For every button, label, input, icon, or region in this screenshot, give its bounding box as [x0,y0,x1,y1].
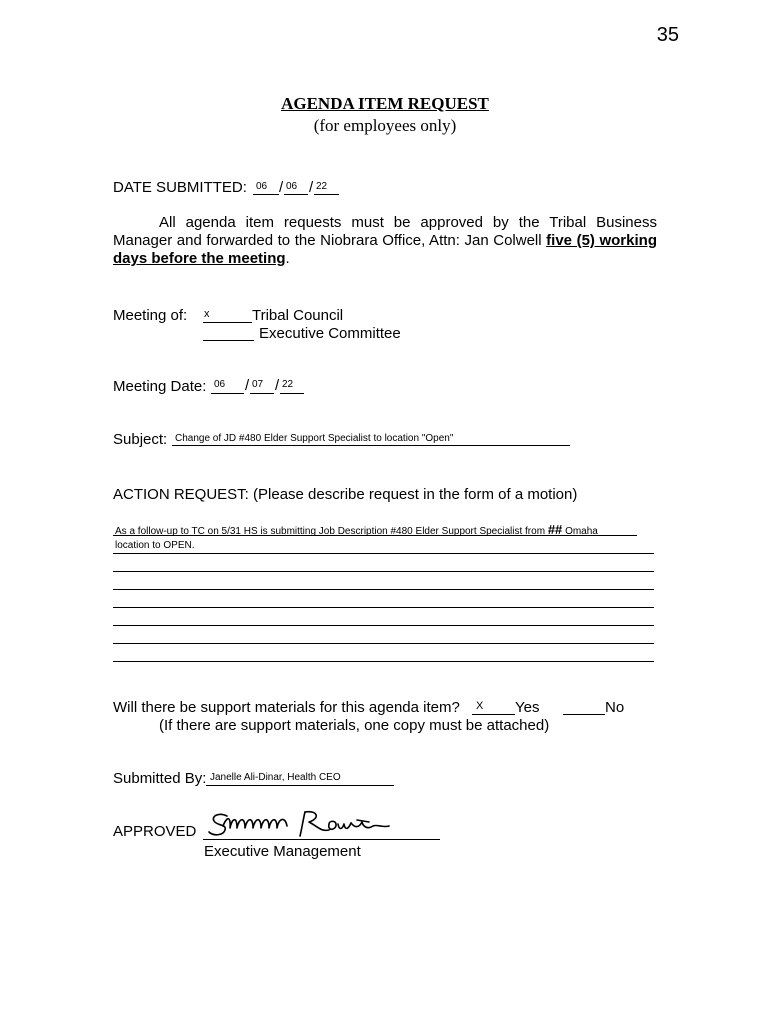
support-yes-check: X [476,700,484,712]
action-request-label: ACTION REQUEST: (Please describe request in the form of a motion) [113,486,578,503]
instructions-end: . [285,250,290,267]
support-no-label: No [605,699,625,716]
support-materials-note: (If there are support materials, one copy must be attached) [159,717,550,734]
instructions-deadline: five (5) working days before the meeting [113,232,657,267]
subject-line [172,445,570,446]
date-submitted-day-line [284,194,308,195]
date-submitted-year: 22 [316,181,328,192]
date-submitted-year-line [314,194,339,195]
date-separator: / [275,377,280,394]
action-request-line-1-end: Omaha [565,526,598,537]
support-yes-line [472,714,515,715]
instructions-text: All agenda item requests must be approved by the Tribal Business Manager and forwarded to the Niobrara Office, Attn: Jan Colwell [113,214,657,249]
date-separator: / [309,179,314,196]
action-line-6 [113,625,654,626]
submitted-by-value: Janelle Ali-Dinar, Health CEO [210,772,341,783]
meeting-date-day: 07 [252,379,264,390]
date-submitted-label: DATE SUBMITTED: [113,179,247,196]
meeting-date-label: Meeting Date: [113,378,207,395]
action-line-5 [113,607,654,608]
approved-caption: Executive Management [204,843,361,860]
date-submitted-month-line [253,194,279,195]
action-request-line-2: location to OPEN. [115,540,195,551]
meeting-of-label: Meeting of: [113,307,188,324]
support-no-line [563,714,605,715]
instructions-paragraph [113,214,657,268]
action-line-3 [113,571,654,572]
approved-signature [205,806,395,840]
meeting-date-year-line [280,393,304,394]
meeting-date-month-line [211,393,244,394]
meeting-date-day-line [250,393,274,394]
meeting-date-month: 06 [214,379,226,390]
tribal-council-check: x [204,308,210,320]
date-submitted-month: 06 [256,181,268,192]
date-submitted-day: 06 [286,181,298,192]
action-request-line-1 [115,522,598,537]
subject-value: Change of JD #480 Elder Support Specialist to location "Open" [175,433,454,444]
action-line-4 [113,589,654,590]
submitted-by-label: Submitted By: [113,770,207,787]
action-request-line-1-mark: ## [547,522,563,537]
submitted-by-line [206,785,394,786]
tribal-council-line [203,322,252,323]
meeting-date-year: 22 [282,379,294,390]
action-line-8 [113,661,654,662]
date-separator: / [245,377,250,394]
support-materials-question: Will there be support materials for this agenda item? [113,699,460,716]
support-yes-label: Yes [515,699,540,716]
approved-label: APPROVED [113,823,197,840]
form-subtitle: (for employees only) [313,116,457,135]
tribal-council-label: Tribal Council [252,307,344,324]
action-line-7 [113,643,654,644]
subject-label: Subject: [113,431,168,448]
action-request-line-1-text: As a follow-up to TC on 5/31 HS is submitting Job Description #480 Elder Support Specialist from [115,526,546,537]
page-number: 35 [656,24,679,46]
action-line-2 [113,553,654,554]
executive-committee-line [203,340,254,341]
form-title: AGENDA ITEM REQUEST [281,94,489,113]
executive-committee-label: Executive Committee [259,325,401,342]
date-separator: / [279,179,284,196]
